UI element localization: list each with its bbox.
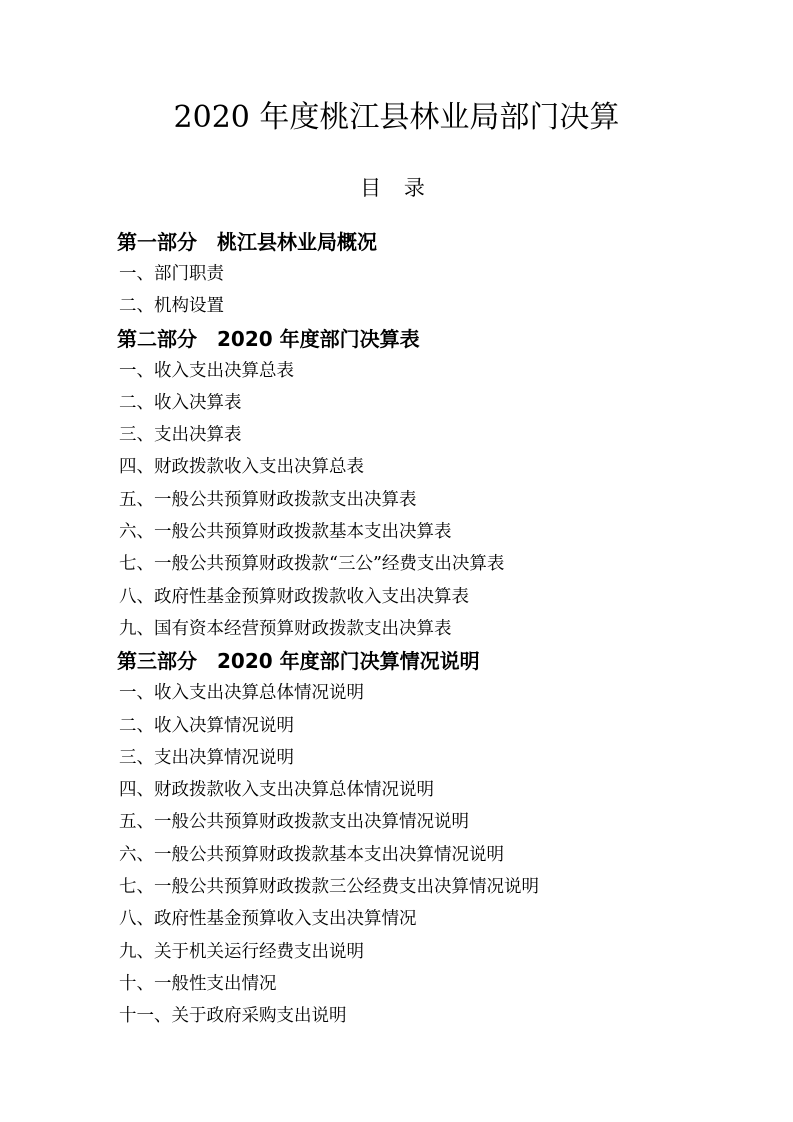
toc-item[interactable]: 二、机构设置 xyxy=(119,296,224,317)
toc-item[interactable]: 四、财政拨款收入支出决算总体情况说明 xyxy=(119,780,434,801)
toc-item[interactable]: 九、关于机关运行经费支出说明 xyxy=(119,941,364,962)
toc-item[interactable]: 六、一般公共预算财政拨款基本支出决算情况说明 xyxy=(119,844,504,865)
toc-item[interactable]: 二、收入决算表 xyxy=(119,392,242,413)
toc-item[interactable]: 六、一般公共预算财政拨款基本支出决算表 xyxy=(119,522,452,543)
toc-item[interactable]: 三、支出决算情况说明 xyxy=(119,747,294,768)
toc-heading: 目 录 xyxy=(360,176,433,200)
toc-item[interactable]: 八、政府性基金预算财政拨款收入支出决算表 xyxy=(119,586,469,607)
toc-item[interactable]: 五、一般公共预算财政拨款支出决算情况说明 xyxy=(119,812,469,833)
toc-item[interactable]: 十一、关于政府采购支出说明 xyxy=(119,1006,347,1027)
toc-item[interactable]: 四、财政拨款收入支出决算总表 xyxy=(119,457,364,478)
table-of-contents xyxy=(117,226,757,1033)
toc-part-1-heading[interactable]: 第一部分 桃江县林业局概况 xyxy=(117,230,377,254)
toc-item[interactable]: 一、部门职责 xyxy=(119,264,224,284)
toc-item[interactable]: 一、收入支出决算总体情况说明 xyxy=(119,683,364,704)
toc-item[interactable]: 十、一般性支出情况 xyxy=(119,973,277,994)
page-title: 2020 年度桃江县林业局部门决算 xyxy=(173,100,620,135)
toc-item[interactable]: 七、一般公共预算财政拨款“三公”经费支出决算表 xyxy=(119,554,505,575)
toc-item[interactable]: 九、国有资本经营预算财政拨款支出决算表 xyxy=(119,618,452,639)
toc-item[interactable]: 七、一般公共预算财政拨款三公经费支出决算情况说明 xyxy=(119,877,539,898)
toc-item[interactable]: 一、收入支出决算总表 xyxy=(119,360,294,381)
toc-item[interactable]: 八、政府性基金预算收入支出决算情况 xyxy=(119,909,417,930)
toc-item[interactable]: 三、支出决算表 xyxy=(119,425,242,446)
toc-part-2-heading[interactable]: 第二部分 2020 年度部门决算表 xyxy=(117,326,420,351)
toc-item[interactable]: 五、一般公共预算财政拨款支出决算表 xyxy=(119,489,417,510)
toc-part-3-heading[interactable]: 第三部分 2020 年度部门决算情况说明 xyxy=(117,649,480,674)
toc-item[interactable]: 二、收入决算情况说明 xyxy=(119,715,294,736)
